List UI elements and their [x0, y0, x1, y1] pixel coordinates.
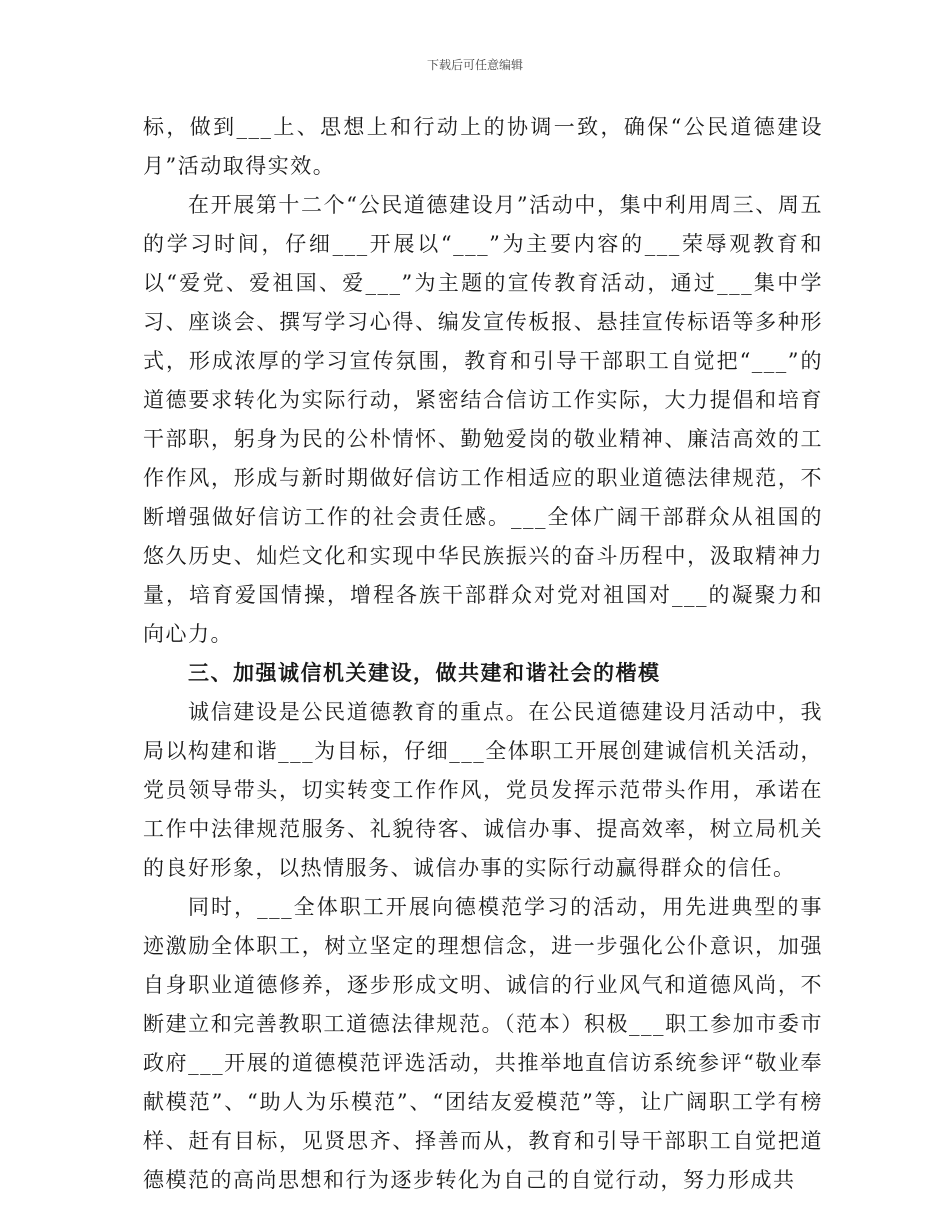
paragraph-continuation: 标，做到___上、思想上和行动上的协调一致，确保“公民道德建设月”活动取得实效。: [143, 115, 823, 178]
paragraph-integrity-building: 诚信建设是公民道德教育的重点。在公民道德建设月活动中，我局以构建和谐___为目标，仔细___全体职工开展创建诚信机关活动，党员领导带头，切实转变工作作风，党员发挥示范带头作用，承诺在工作中法律规范服务、礼貌待客、诚信办事、提高效率，树立局机关的良好形象，以热情服务、诚信办事的实际行动赢得群众的信任。: [143, 700, 823, 880]
page-header-note: 下载后可任意编辑: [426, 58, 523, 72]
paragraph-moral-month-activities: 在开展第十二个“公民道德建设月”活动中，集中利用周三、周五的学习时间，仔细___开展以“___”为主要内容的___荣辱观教育和以“爱党、爱祖国、爱___”为主题的宣传教育活动，通过___集中学习、座谈会、撰写学习心得、编发宣传板报、悬挂宣传标语等多种形式，形成浓厚的学习宣传氛围，教育和引导干部职工自觉把“___”的道德要求转化为实际行动，紧密结合信访工作实际，大力提倡和培育干部职，躬身为民的公朴情怀、勤勉爱岗的敬业精神、廉洁高效的工作作风，形成与新时期做好信访工作相适应的职业道德法律规范，不断增强做好信访工作的社会责任感。___全体广阔干部群众从祖国的悠久历史、灿烂文化和实现中华民族振兴的奋斗历程中，汲取精神力量，培育爱国情操，增程各族干部群众对党对祖国对___的凝聚力和向心力。: [143, 193, 823, 646]
document-body: [143, 108, 823, 1200]
paragraph-moral-models: 同时，___全体职工开展向德模范学习的活动，用先进典型的事迹激励全体职工，树立坚定的理想信念，进一步强化公仆意识，加强自身职业道德修养，逐步形成文明、诚信的行业风气和道德风尚，不断建立和完善教职工道德法律规范。（范本）积极___职工参加市委市政府___开展的道德模范评选活动，共推举地直信访系统参评“敬业奉献模范”、“助人为乐模范”、“团结友爱模范”等，让广阔职工学有榜样、赶有目标，见贤思齐、择善而从，教育和引导干部职工自觉把道德模范的高尚思想和行为逐步转化为自己的自觉行动，努力形成共: [143, 895, 823, 1192]
section-heading: 三、加强诚信机关建设，做共建和谐社会的楷模: [188, 661, 661, 685]
